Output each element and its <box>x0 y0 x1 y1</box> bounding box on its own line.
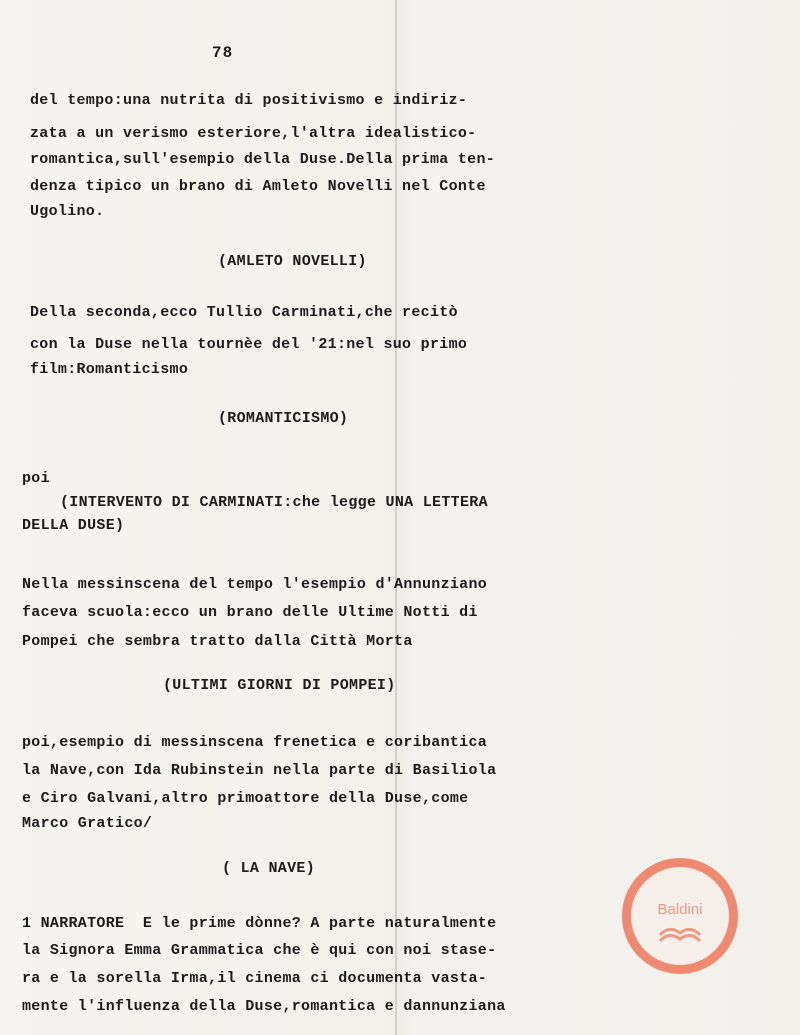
page-number: 78 <box>212 44 234 62</box>
text-line: la Nave,con Ida Rubinstein nella parte di Basiliola <box>22 762 497 779</box>
text-line: mente l'influenza della Duse,romantica e dannunziana <box>22 998 506 1015</box>
library-stamp <box>622 858 738 974</box>
text-line: (INTERVENTO DI CARMINATI:che legge UNA LETTERA <box>60 494 488 511</box>
text-line: Pompei che sembra tratto dalla Città Morta <box>22 633 413 650</box>
text-line: romantica,sull'esempio della Duse.Della prima ten- <box>30 151 496 168</box>
text-line: Marco Gratico/ <box>22 815 153 832</box>
text-line: poi <box>22 470 50 487</box>
text-line: faceva scuola:ecco un brano delle Ultime Notti di <box>22 604 478 621</box>
text-line: del tempo:una nutrita di positivismo e indiriz- <box>30 92 468 109</box>
text-line: con la Duse nella tournèe del '21:nel suo primo <box>30 336 468 353</box>
text-line: ra e la sorella Irma,il cinema ci documenta vasta- <box>22 970 488 987</box>
text-line: la Signora Emma Grammatica che è qui con noi stase- <box>22 942 497 959</box>
section-heading: ( LA NAVE) <box>222 860 316 877</box>
text-line: zata a un verismo esteriore,l'altra idealistico- <box>30 125 477 142</box>
text-line: Ugolino. <box>30 203 105 220</box>
text-line: e Ciro Galvani,altro primoattore della Duse,come <box>22 790 469 807</box>
section-heading: (ULTIMI GIORNI DI POMPEI) <box>163 677 396 694</box>
text-line: poi,esempio di messinscena frenetica e coribantica <box>22 734 488 751</box>
text-line: Nella messinscena del tempo l'esempio d'Annunziano <box>22 576 488 593</box>
text-line: film:Romanticismo <box>30 361 189 378</box>
section-heading: (AMLETO NOVELLI) <box>218 253 367 270</box>
text-line: denza tipico un brano di Amleto Novelli nel Conte <box>30 178 486 195</box>
book-icon <box>658 925 702 943</box>
text-line: Della seconda,ecco Tullio Carminati,che recitò <box>30 304 458 321</box>
stamp-label: Baldini <box>657 901 703 918</box>
text-line: 1 NARRATORE E le prime dònne? A parte naturalmente <box>22 915 497 932</box>
text-line: DELLA DUSE) <box>22 517 125 534</box>
section-heading: (ROMANTICISMO) <box>218 410 349 427</box>
